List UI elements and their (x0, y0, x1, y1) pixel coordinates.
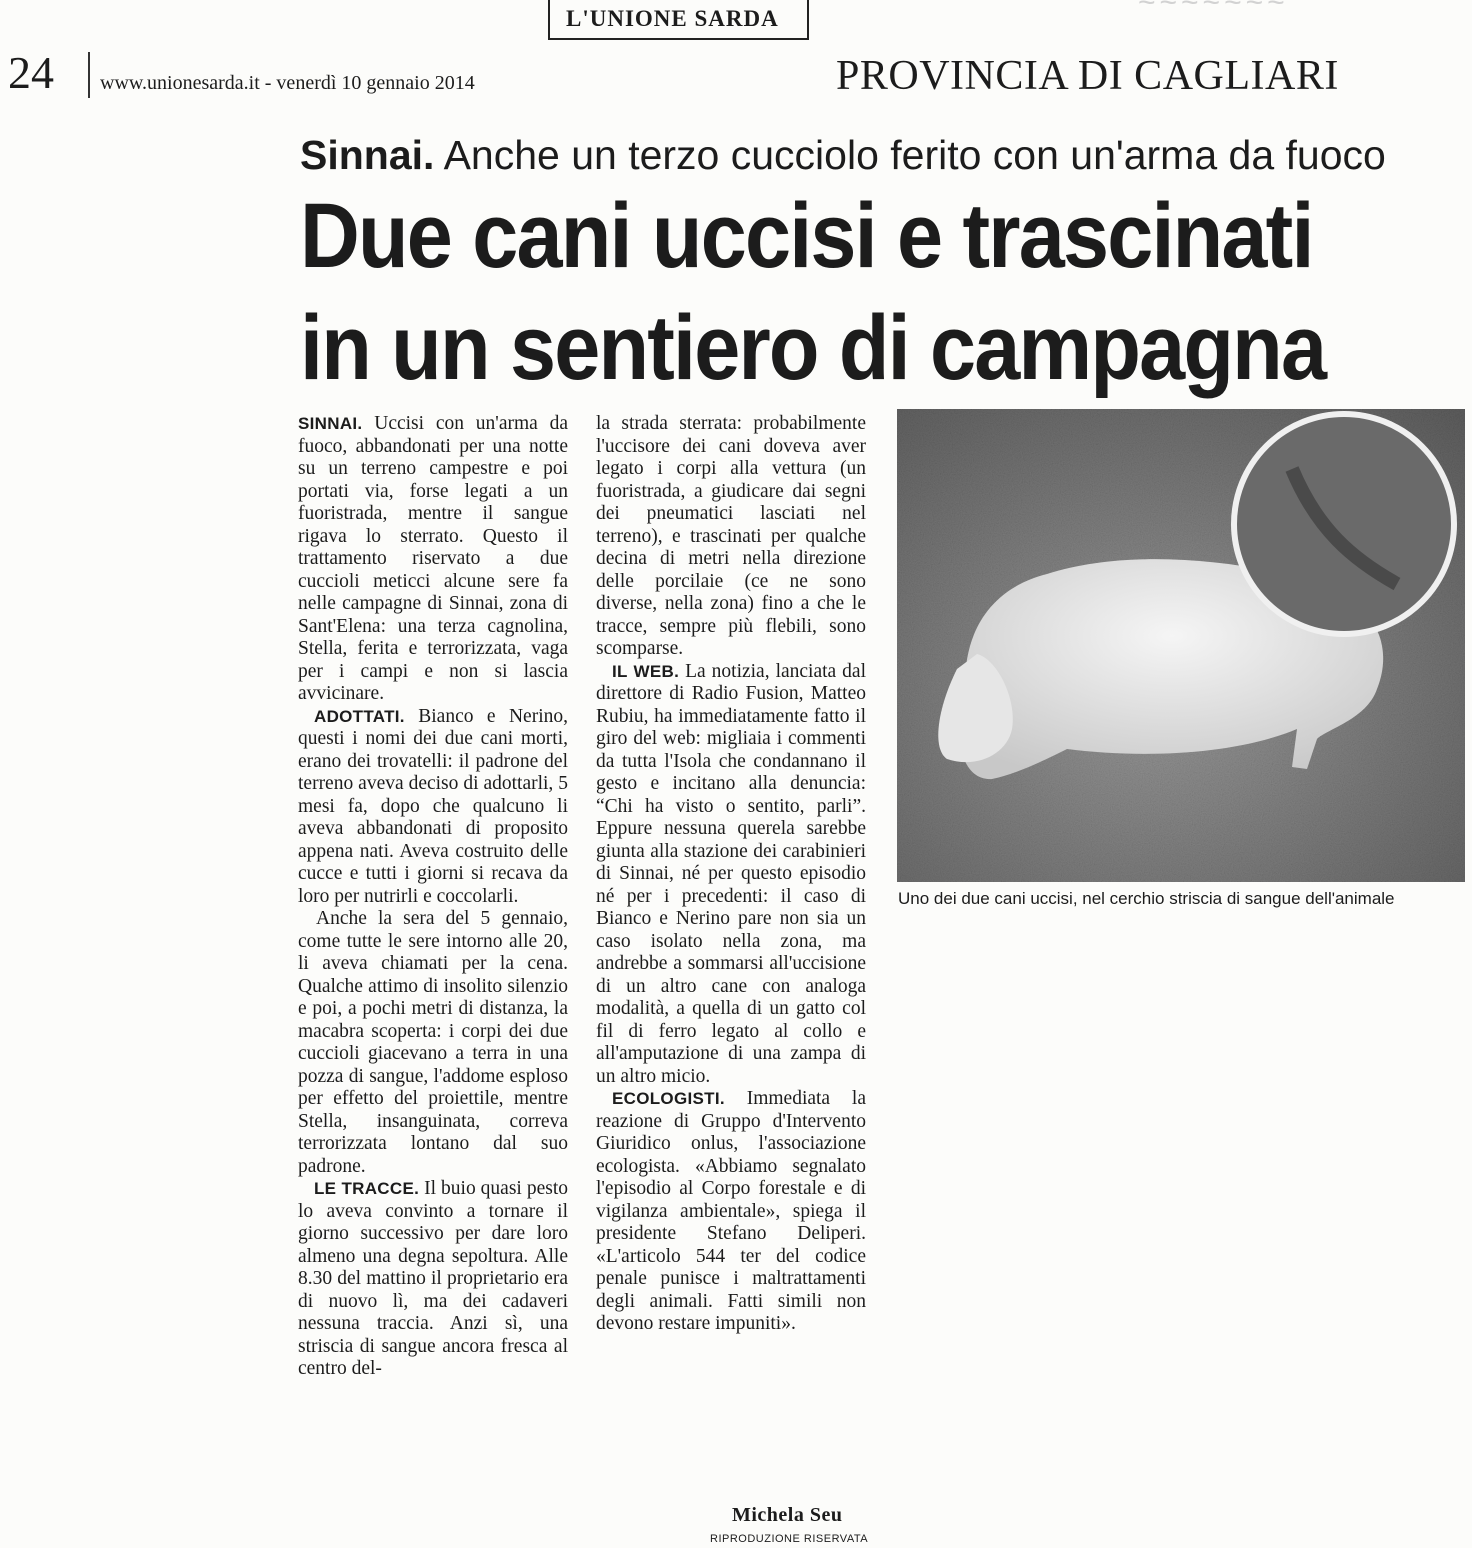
kicker-text: Anche un terzo cucciolo ferito con un'arma da fuoco (443, 132, 1386, 178)
header-divider (88, 52, 90, 98)
paragraph-text: Anche la sera del 5 gennaio, come tutte le sere intorno alle 20, li aveva chiamati per la cena. Qualche attimo di insolito silenzio e poi, a pochi metri di distanza, la macabra scoperta: i corpi dei due cuccioli giacevano a terra in una pozza di sangue, l'addome esploso per effetto del proiettile, mentre Stella, insanguinata, correva terrorizzata lontano dal suo padrone. (298, 908, 568, 1177)
newspaper-masthead: L'UNIONE SARDA (566, 6, 779, 31)
article-headline (300, 180, 1325, 404)
paragraph-text: Il buio quasi pesto lo aveva convinto a tornare il giorno successivo per dare loro almeno una degna sepoltura. Alle 8.30 del mattino il proprietario era di nuovo lì, ma dei cadaveri nessuna traccia. Anzi sì, una striscia di sangue ancora fresca al centro del- (298, 1178, 569, 1379)
article-kicker (300, 132, 1386, 179)
dog-photo-illustration (897, 409, 1465, 882)
page-number: 24 (8, 47, 54, 98)
paragraph-label: LE TRACCE. (314, 1179, 420, 1198)
paragraph-adottati (298, 706, 568, 909)
dateline: www.unionesarda.it - venerdì 10 gennaio 2014 (100, 72, 475, 94)
paragraph-ecologisti (596, 1088, 866, 1336)
paragraph-label: ECOLOGISTI. (612, 1089, 725, 1108)
author-byline: Michela Seu (732, 1504, 843, 1526)
article-column-1 (298, 413, 568, 1381)
paragraph-continuation (596, 413, 866, 661)
article-column-2 (596, 413, 866, 1336)
paragraph-text: La notizia, lanciata dal direttore di Radio Fusion, Matteo Rubiu, ha immediatamente fatto il giro del web: migliaia i commenti da tutta l'Isola che condannano il gesto e incitano alla denuncia: “Chi ha visto o sentito, parli”. Eppure nessuna querela sarebbe giunta alla stazione dei carabinieri di Sinnai, né per questo episodio né per i precedenti: il caso di Bianco e Nerino pare non sia un caso isolato nella zona, ma andrebbe a sommarsi all'uccisione di un altro cane con analoga modalità, a quella di un gatto col fil di ferro legato al collo e all'amputazione di una zampa di un altro micio. (596, 660, 867, 1087)
blood-trail-circle-inset (1234, 414, 1454, 634)
paragraph-tracce (298, 1178, 568, 1381)
paragraph-label: IL WEB. (612, 661, 680, 681)
section-title: PROVINCIA DI CAGLIARI (836, 53, 1339, 99)
paragraph-sera (298, 908, 568, 1178)
paragraph-web (596, 661, 866, 1089)
paragraph-intro (298, 413, 568, 706)
archive-stamp-mark: ~~~~~~~ (1138, 0, 1289, 19)
paragraph-label: SINNAI. (298, 414, 363, 433)
paragraph-text: Bianco e Nerino, questi i nomi dei due cani morti, erano dei trovatelli: il padrone del terreno aveva deciso di adottarli, 5 mesi fa, dopo che qualcuno li aveva abbandonati di proposito appena nati. Aveva costruito delle cucce e tutti i giorni si recava da loro per nutrirli e coccolarli. (298, 705, 568, 907)
headline-line-1: Due cani uccisi e trascinati (300, 185, 1313, 287)
copyright-notice: RIPRODUZIONE RISERVATA (710, 1533, 869, 1545)
paragraph-text: Immediata la reazione di Gruppo d'Intervento Giuridico onlus, l'associazione ecologista. «Abbiamo segnalato l'episodio al Corpo forestale e di vigilanza ambientale», spiega il presidente Stefano Deliperi. «L'articolo 544 ter del codice penale punisce i maltrattamenti degli animali. Fatti simili non devono restare impuniti». (596, 1088, 866, 1334)
headline-line-2: in un sentiero di campagna (300, 297, 1326, 399)
paragraph-label: ADOTTATI. (314, 706, 405, 726)
article-photo (897, 409, 1465, 882)
photo-caption: Uno dei due cani uccisi, nel cerchio striscia di sangue dell'animale (898, 889, 1395, 908)
paragraph-text: Uccisi con un'arma da fuoco, abbandonati per una notte su un terreno campestre e poi portati via, forse legati a un fuoristrada, mentre il sangue rigava lo sterrato. Questo il trattamento riservato a due cuccioli meticci alcune sere fa nelle campagne di Sinnai, zona di Sant'Elena: una terza cagnolina, Stella, ferita e terrorizzata, vaga per i campi e non si lascia avvicinare. (298, 413, 568, 704)
paragraph-text: la strada sterrata: probabilmente l'uccisore dei cani doveva aver legato i corpi alla vettura (un fuoristrada, a giudicare dai segni dei pneumatici lasciati nel terreno), e trascinati per qualche decina di metri nella direzione delle porcilaie (ce ne sono diverse, nella zona) fino a che le tracce, sempre più flebili, sono scomparse. (596, 413, 866, 659)
kicker-place: Sinnai. (300, 132, 435, 178)
